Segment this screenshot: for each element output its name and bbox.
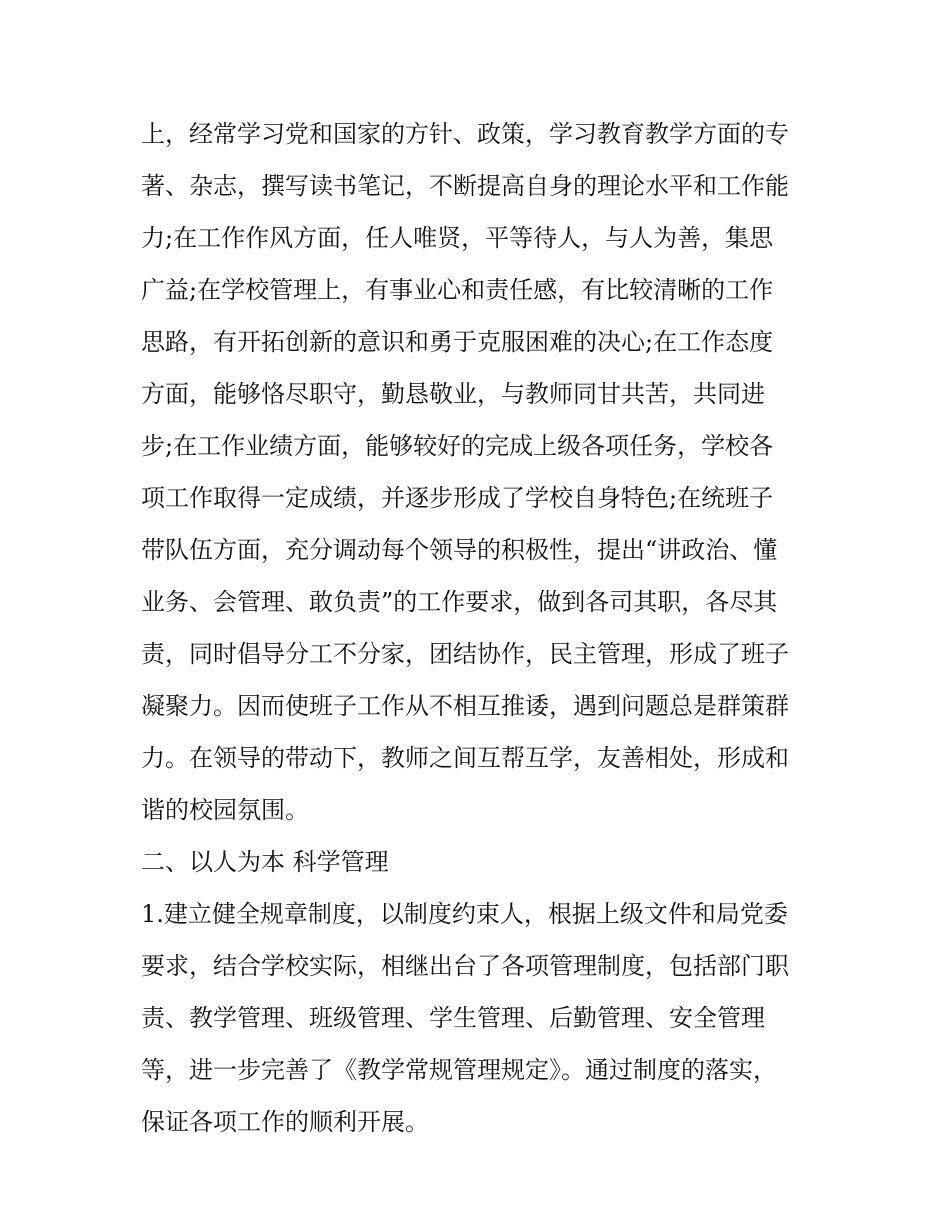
paragraph-line: 谐的校园氛围。: [141, 796, 309, 824]
paragraph-line: 等，进一步完善了《教学常规管理规定》。通过制度的落实，: [141, 1056, 777, 1084]
paragraph-line: 上，经常学习党和国家的方针、政策，学习教育教学方面的专: [141, 120, 789, 148]
paragraph-line: 凝聚力。因而使班子工作从不相互推诿，遇到问题总是群策群: [141, 692, 789, 720]
paragraph-line: 业务、会管理、敢负责”的工作要求，做到各司其职，各尽其: [141, 588, 778, 616]
paragraph-line: 力。在领导的带动下，教师之间互帮互学，友善相处，形成和: [141, 744, 789, 772]
paragraph-line: 要求，结合学校实际，相继出台了各项管理制度，包括部门职: [141, 952, 789, 980]
paragraph-line: 广益;在学校管理上，有事业心和责任感，有比较清晰的工作: [141, 276, 774, 304]
paragraph-line: 方面，能够恪尽职守，勤恳敬业，与教师同甘共苦，共同进: [141, 380, 765, 408]
paragraph-line: 步;在工作业绩方面，能够较好的完成上级各项任务，学校各: [141, 432, 774, 460]
document-body: [141, 108, 821, 1148]
paragraph-line: 思路，有开拓创新的意识和勇于克服困难的决心;在工作态度: [141, 328, 774, 356]
paragraph-line: 责，同时倡导分工不分家，团结协作，民主管理，形成了班子: [141, 640, 789, 668]
paragraph-line: 带队伍方面，充分调动每个领导的积极性，提出“讲政治、懂: [141, 536, 778, 564]
paragraph-line: 保证各项工作的顺利开展。: [141, 1108, 429, 1136]
paragraph-line: 项工作取得一定成绩，并逐步形成了学校自身特色;在统班子: [141, 484, 774, 512]
paragraph-line: 责、教学管理、班级管理、学生管理、后勤管理、安全管理: [141, 1004, 765, 1032]
section-heading: 二、以人为本 科学管理: [141, 848, 389, 876]
paragraph-line: 1.建立健全规章制度，以制度约束人，根据上级文件和局党委: [141, 900, 788, 928]
paragraph-line: 著、杂志，撰写读书笔记，不断提高自身的理论水平和工作能: [141, 172, 789, 200]
paragraph-line: 力;在工作作风方面，任人唯贤，平等待人，与人为善，集思: [141, 224, 774, 252]
